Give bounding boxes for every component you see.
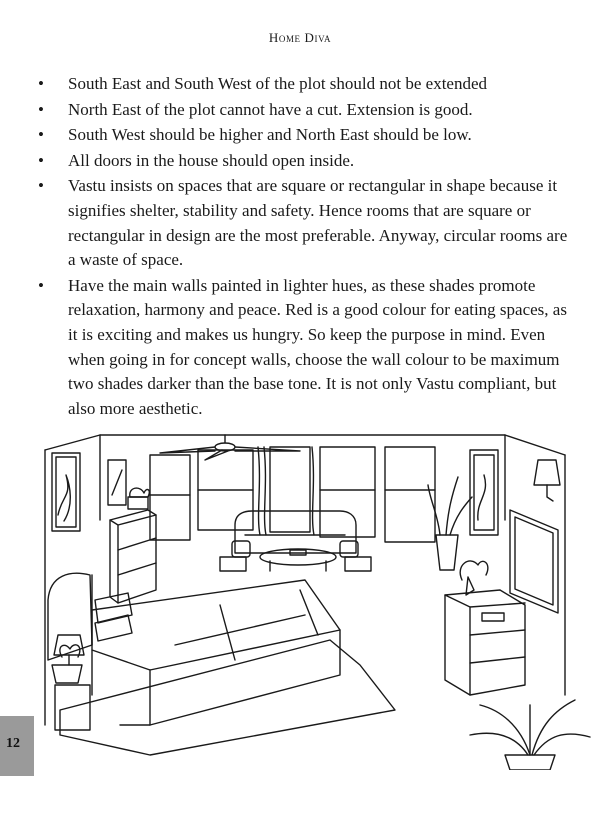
bullet-icon: •	[38, 150, 44, 170]
bedroom-line-drawing-icon	[0, 425, 600, 770]
list-item-text: All doors in the house should open inside.	[68, 150, 355, 170]
bullet-icon: •	[38, 74, 44, 93]
list-item	[38, 72, 573, 97]
running-head: Home Diva	[268, 30, 332, 45]
list-item-text: South West should be higher and North East should be low.	[68, 125, 472, 145]
list-item-text: South East and South West of the plot should not be extended	[68, 74, 488, 93]
bullet-icon: •	[38, 99, 44, 119]
list-item	[38, 98, 573, 123]
list-item-text: North East of the plot cannot have a cut. Extension is good.	[68, 99, 473, 119]
bullet-icon: •	[38, 125, 44, 145]
list-item	[38, 123, 573, 148]
bullet-icon: •	[38, 176, 44, 196]
bullet-list	[38, 72, 573, 422]
list-item-text: Have the main walls painted in lighter hues, as these shades promote relaxation, harmony and peace. Red is a good colour for eating spaces, as it is exciting and makes us hungry. So keep the purpose in mind. Even when going in for concept walls, choose the wall colour to be maximum two shades darker than the base tone. It is not only Vastu compliant, but also more aesthetic.	[68, 275, 567, 418]
list-item	[38, 149, 573, 174]
bullet-icon: •	[38, 275, 44, 295]
list-item	[38, 174, 573, 272]
page-number: 12	[6, 736, 20, 751]
list-item-text: Vastu insists on spaces that are square or rectangular in shape because it signifies shelter, stability and safety. Hence rooms that are square or rectangular in design are the most preferable. Anyway, circular rooms are a waste of space.	[68, 176, 568, 270]
list-item	[38, 274, 573, 422]
